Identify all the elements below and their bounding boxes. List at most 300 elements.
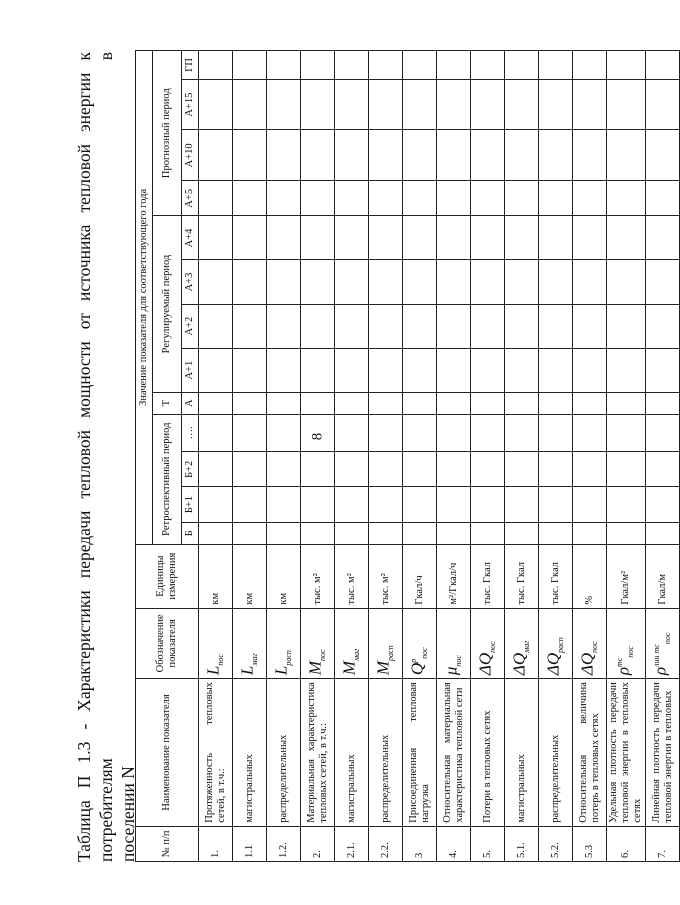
value-cell <box>199 51 233 80</box>
value-cell <box>607 414 646 451</box>
table-row <box>335 51 369 862</box>
col-b: Б <box>182 522 199 544</box>
row-name: Присоединенная тепловая нагрузка <box>403 679 437 827</box>
value-cell <box>646 51 680 80</box>
row-symbol <box>369 608 403 679</box>
value-cell <box>199 130 233 181</box>
value-cell <box>505 452 539 487</box>
value-cell <box>437 304 471 348</box>
value-cell <box>437 51 471 80</box>
value-cell <box>437 522 471 544</box>
col-a5: А+5 <box>182 181 199 216</box>
value-cell <box>335 348 369 392</box>
value-cell <box>573 414 607 451</box>
value-cell <box>573 304 607 348</box>
symbol-base: M <box>373 660 393 676</box>
value-cell <box>505 79 539 130</box>
value-cell <box>233 348 267 392</box>
symbol-base: M <box>339 660 359 676</box>
row-unit: % <box>573 544 607 608</box>
value-cell <box>267 487 301 522</box>
col-gp: ГП <box>182 51 199 80</box>
value-cell <box>267 348 301 392</box>
row-name: Линейная плотность передачи тепловой энергии в тепловых <box>646 679 680 827</box>
row-symbol <box>335 608 369 679</box>
value-cell <box>267 181 301 216</box>
value-cell <box>646 216 680 260</box>
value-cell <box>403 522 437 544</box>
value-cell <box>369 304 403 348</box>
table-row <box>505 51 539 862</box>
value-cell <box>233 304 267 348</box>
row-number: 5.3 <box>573 826 607 861</box>
row-number: 1. <box>199 826 233 861</box>
caption-line-1: Таблица П 1.3 - Характеристики передачи тепловой мощности от источника тепловой энергии к потребителям в <box>74 52 116 862</box>
value-cell <box>471 79 505 130</box>
table-body <box>199 51 680 862</box>
symbol-base: μ <box>441 666 461 676</box>
value-cell <box>369 522 403 544</box>
row-unit: тыс. м² <box>369 544 403 608</box>
symbol-base: L <box>203 665 223 676</box>
value-cell <box>199 487 233 522</box>
value-cell <box>539 522 573 544</box>
row-unit: тыс. Гкал <box>539 544 573 608</box>
value-cell <box>471 348 505 392</box>
value-cell <box>573 452 607 487</box>
row-symbol <box>199 608 233 679</box>
value-cell <box>573 79 607 130</box>
value-cell <box>437 79 471 130</box>
row-name: магистральных <box>335 679 369 827</box>
value-cell <box>471 522 505 544</box>
table-row <box>233 51 267 862</box>
symbol-base: ΔQ <box>509 652 529 676</box>
value-cell <box>369 130 403 181</box>
symbol-sub: пос <box>216 654 226 666</box>
col-a2: А+2 <box>182 304 199 348</box>
symbol-sub: расп <box>284 650 294 666</box>
header-t: T <box>153 392 182 414</box>
col-a: А <box>182 392 199 414</box>
col-a1: А+1 <box>182 348 199 392</box>
value-cell <box>471 216 505 260</box>
col-a4: А+4 <box>182 216 199 260</box>
value-cell <box>335 51 369 80</box>
row-symbol <box>301 608 335 679</box>
value-cell <box>301 452 335 487</box>
value-cell <box>539 260 573 304</box>
value-cell <box>403 130 437 181</box>
row-unit: тыс. Гкал <box>471 544 505 608</box>
value-cell <box>646 487 680 522</box>
value-cell <box>199 304 233 348</box>
value-cell <box>573 51 607 80</box>
row-name: Относительная величина потерь в тепловых сетях <box>573 679 607 827</box>
symbol-base: L <box>271 665 291 676</box>
value-cell <box>471 392 505 414</box>
value-cell <box>369 392 403 414</box>
value-cell <box>301 487 335 522</box>
symbol-sup: тс <box>615 657 625 667</box>
value-cell <box>505 522 539 544</box>
row-name: Удельная плотность передачи тепловой энергии в тепловых сетях <box>607 679 646 827</box>
value-cell <box>199 216 233 260</box>
value-cell <box>335 452 369 487</box>
value-cell <box>369 414 403 451</box>
value-cell <box>607 392 646 414</box>
value-cell <box>437 452 471 487</box>
value-cell <box>301 414 335 451</box>
value-cell <box>267 51 301 80</box>
value-cell <box>335 414 369 451</box>
value-cell <box>505 260 539 304</box>
value-cell <box>539 216 573 260</box>
value-cell <box>403 348 437 392</box>
value-cell <box>505 130 539 181</box>
value-cell <box>403 487 437 522</box>
value-cell <box>607 304 646 348</box>
value-cell <box>267 522 301 544</box>
symbol-base: L <box>237 665 257 676</box>
row-number: 1.1 <box>233 826 267 861</box>
value-cell <box>471 414 505 451</box>
row-name: распределительных <box>539 679 573 827</box>
value-cell <box>301 522 335 544</box>
symbol-base: ΔQ <box>543 652 563 676</box>
symbol-sub: маг <box>352 648 362 661</box>
value-cell <box>437 487 471 522</box>
value-cell <box>573 216 607 260</box>
value-cell <box>335 79 369 130</box>
value-cell <box>539 181 573 216</box>
value-cell <box>233 79 267 130</box>
value-cell <box>233 452 267 487</box>
row-number: 2.1. <box>335 826 369 861</box>
row-number: 7. <box>646 826 680 861</box>
rotated-table-sheet <box>73 42 674 862</box>
row-unit: км <box>199 544 233 608</box>
col-a3: А+3 <box>182 260 199 304</box>
col-b2: Б+2 <box>182 452 199 487</box>
symbol-base: ΔQ <box>577 652 597 676</box>
value-cell <box>646 452 680 487</box>
row-number: 2.2. <box>369 826 403 861</box>
row-number: 6. <box>607 826 646 861</box>
value-cell <box>471 487 505 522</box>
table-row <box>471 51 505 862</box>
value-cell <box>607 216 646 260</box>
symbol-sub: расп <box>386 645 396 661</box>
indicators-table <box>135 50 680 862</box>
value-cell <box>267 392 301 414</box>
value-cell <box>301 130 335 181</box>
value-cell <box>199 348 233 392</box>
symbol-sub: пос <box>454 655 464 667</box>
value-cell <box>233 130 267 181</box>
value-cell <box>199 79 233 130</box>
value-cell <box>301 79 335 130</box>
value-cell <box>369 487 403 522</box>
symbol-sup: лин тс <box>651 644 661 667</box>
symbol-base: ρ <box>650 666 670 676</box>
value-cell <box>301 260 335 304</box>
symbol-sub: расп <box>556 637 566 653</box>
value-cell <box>437 181 471 216</box>
col-a15: А+15 <box>182 79 199 130</box>
value-cell <box>646 79 680 130</box>
value-cell <box>403 181 437 216</box>
value-cell <box>505 487 539 522</box>
row-symbol <box>539 608 573 679</box>
value-cell <box>233 181 267 216</box>
value-cell <box>539 348 573 392</box>
row-number: 2. <box>301 826 335 861</box>
symbol-sub: пос <box>663 632 673 645</box>
row-name: магистральных <box>233 679 267 827</box>
value-cell <box>646 522 680 544</box>
value-cell <box>335 130 369 181</box>
row-symbol <box>403 608 437 679</box>
value-cell <box>403 216 437 260</box>
value-cell <box>267 79 301 130</box>
value-cell <box>267 216 301 260</box>
value-cell <box>437 260 471 304</box>
table-row <box>646 51 680 862</box>
row-symbol <box>471 608 505 679</box>
value-cell <box>233 260 267 304</box>
row-unit: км <box>233 544 267 608</box>
row-name: Относительная материальная характеристика тепловой сети <box>437 679 471 827</box>
value-cell <box>437 216 471 260</box>
value-cell <box>607 51 646 80</box>
value-cell <box>369 51 403 80</box>
row-unit: м²/Гкал/ч <box>437 544 471 608</box>
value-cell <box>233 487 267 522</box>
value-cell <box>301 304 335 348</box>
row-symbol <box>267 608 301 679</box>
row-number: 1.2. <box>267 826 301 861</box>
value-cell <box>539 304 573 348</box>
header-regulated: Регулируемый период <box>153 216 182 392</box>
col-b1: Б+1 <box>182 487 199 522</box>
value-cell <box>301 216 335 260</box>
value-cell <box>301 51 335 80</box>
row-number: 5. <box>471 826 505 861</box>
value-cell <box>403 51 437 80</box>
table-caption <box>73 52 139 862</box>
value-cell <box>505 216 539 260</box>
value-cell <box>573 487 607 522</box>
table-row <box>369 51 403 862</box>
value-cell <box>505 51 539 80</box>
col-a10: А+10 <box>182 130 199 181</box>
table-row <box>403 51 437 862</box>
value-cell <box>369 79 403 130</box>
row-unit: Гкал/м <box>646 544 680 608</box>
value-cell <box>646 260 680 304</box>
row-name: распределительных <box>267 679 301 827</box>
symbol-base: Q <box>407 662 427 676</box>
value-cell <box>539 487 573 522</box>
value-cell <box>233 392 267 414</box>
value-cell <box>267 304 301 348</box>
value-cell <box>335 487 369 522</box>
row-name: Протяженность тепловых сетей, в т.ч.: <box>199 679 233 827</box>
value-cell <box>539 51 573 80</box>
row-unit: Гкал/м² <box>607 544 646 608</box>
symbol-sub: пос <box>626 646 636 658</box>
header-forecast: Прогнозный период <box>153 51 182 216</box>
value-cell <box>199 392 233 414</box>
value-cell <box>607 452 646 487</box>
value-cell <box>471 452 505 487</box>
symbol-sub: маг <box>250 653 260 666</box>
row-name: Потери в тепловых сетях <box>471 679 505 827</box>
row-symbol <box>233 608 267 679</box>
value-cell <box>539 130 573 181</box>
caption-line-2: поселении N <box>118 766 138 862</box>
value-cell <box>539 79 573 130</box>
value-cell <box>607 181 646 216</box>
row-symbol <box>573 608 607 679</box>
value-cell <box>335 392 369 414</box>
value-cell <box>505 348 539 392</box>
value-cell <box>403 304 437 348</box>
value-cell <box>573 348 607 392</box>
table-row <box>573 51 607 862</box>
symbol-sup: р <box>408 658 418 663</box>
value-cell <box>199 452 233 487</box>
value-cell <box>335 522 369 544</box>
page-number: 8 <box>309 432 326 441</box>
value-cell <box>233 216 267 260</box>
row-symbol <box>607 608 646 679</box>
value-cell <box>335 181 369 216</box>
value-cell <box>369 260 403 304</box>
row-number: 4. <box>437 826 471 861</box>
header-symbol: Обозначение показателя <box>136 608 199 679</box>
value-cell <box>199 522 233 544</box>
row-unit: тыс. Гкал <box>505 544 539 608</box>
header-unit: Единицы измерения <box>136 544 199 608</box>
symbol-sub: пос <box>488 641 498 653</box>
value-cell <box>573 522 607 544</box>
header-name: Наименование показателя <box>136 679 199 827</box>
row-unit: км <box>267 544 301 608</box>
value-cell <box>233 522 267 544</box>
value-cell <box>267 452 301 487</box>
value-cell <box>199 260 233 304</box>
value-cell <box>301 348 335 392</box>
value-cell <box>335 260 369 304</box>
value-cell <box>233 51 267 80</box>
value-cell <box>369 348 403 392</box>
value-cell <box>646 181 680 216</box>
value-cell <box>573 181 607 216</box>
value-cell <box>573 392 607 414</box>
symbol-base: M <box>305 660 325 676</box>
value-cell <box>505 304 539 348</box>
symbol-sub: пос <box>420 647 430 659</box>
header-retro: Ретроспективный период <box>153 414 182 544</box>
value-cell <box>646 348 680 392</box>
value-cell <box>335 304 369 348</box>
value-cell <box>437 414 471 451</box>
row-name: магистральных <box>505 679 539 827</box>
row-number: 5.2. <box>539 826 573 861</box>
value-cell <box>301 181 335 216</box>
row-number: 5.1. <box>505 826 539 861</box>
row-unit: тыс. м² <box>335 544 369 608</box>
value-cell <box>369 216 403 260</box>
value-cell <box>607 79 646 130</box>
table-row <box>267 51 301 862</box>
value-cell <box>403 452 437 487</box>
table-row <box>199 51 233 862</box>
value-cell <box>233 414 267 451</box>
value-cell <box>471 260 505 304</box>
row-number: 3 <box>403 826 437 861</box>
value-cell <box>471 51 505 80</box>
row-symbol <box>646 608 680 679</box>
table-row <box>301 51 335 862</box>
table-row <box>437 51 471 862</box>
value-cell <box>437 130 471 181</box>
value-cell <box>539 414 573 451</box>
value-cell <box>505 181 539 216</box>
value-cell <box>646 304 680 348</box>
table-row <box>607 51 646 862</box>
symbol-base: ρ <box>614 666 634 676</box>
value-cell <box>646 130 680 181</box>
value-cell <box>646 414 680 451</box>
value-cell <box>267 414 301 451</box>
value-cell <box>267 130 301 181</box>
value-cell <box>646 392 680 414</box>
value-cell <box>607 260 646 304</box>
symbol-sub: пос <box>318 649 328 661</box>
value-cell <box>607 130 646 181</box>
value-cell <box>471 181 505 216</box>
value-cell <box>369 181 403 216</box>
value-cell <box>267 260 301 304</box>
value-cell <box>437 392 471 414</box>
value-cell <box>505 392 539 414</box>
value-cell <box>403 260 437 304</box>
value-cell <box>607 348 646 392</box>
value-cell <box>607 487 646 522</box>
row-unit: тыс. м² <box>301 544 335 608</box>
row-symbol <box>437 608 471 679</box>
row-symbol <box>505 608 539 679</box>
symbol-sub: маг <box>522 640 532 653</box>
symbol-base: ΔQ <box>475 652 495 676</box>
value-cell <box>471 304 505 348</box>
col-dots: …. <box>182 414 199 451</box>
value-cell <box>573 260 607 304</box>
value-cell <box>437 348 471 392</box>
value-cell <box>335 216 369 260</box>
value-cell <box>471 130 505 181</box>
value-cell <box>369 452 403 487</box>
value-cell <box>539 392 573 414</box>
value-cell <box>301 392 335 414</box>
table-row <box>539 51 573 862</box>
value-cell <box>607 522 646 544</box>
value-cell <box>199 181 233 216</box>
value-cell <box>199 414 233 451</box>
